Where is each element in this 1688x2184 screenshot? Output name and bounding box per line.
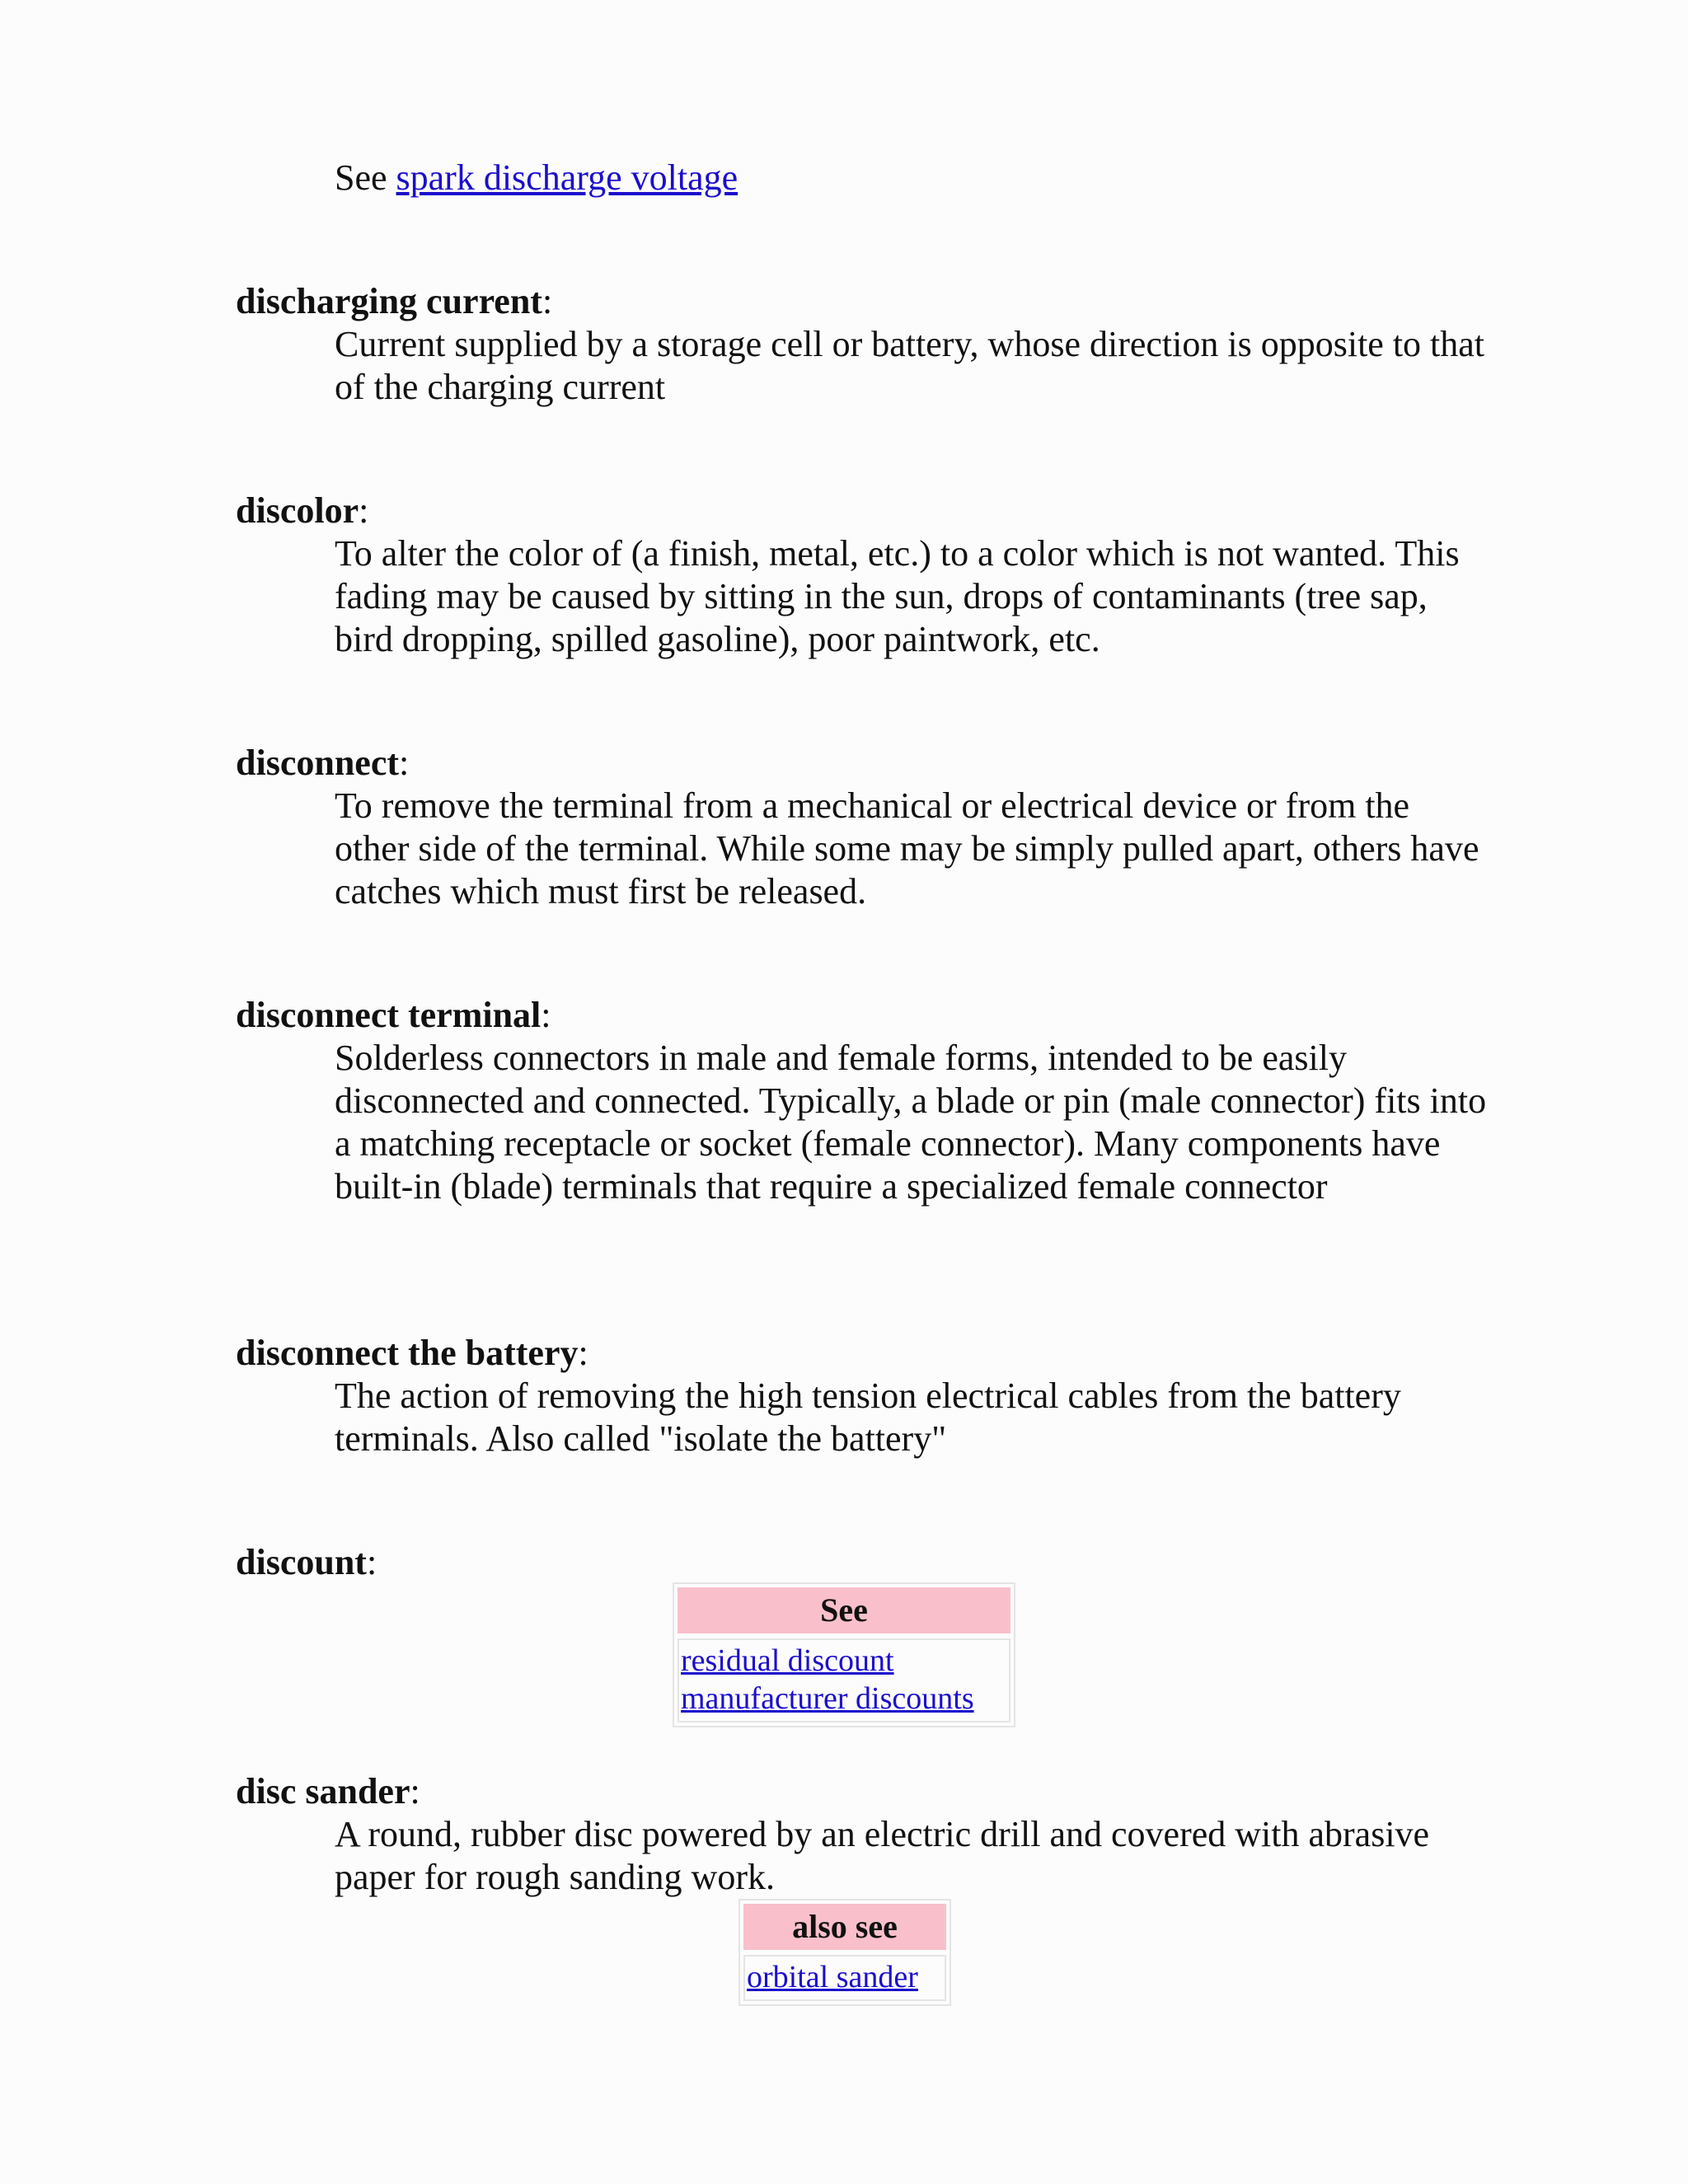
entry-term: disc sander (236, 1771, 410, 1811)
spark-discharge-voltage-link[interactable]: spark discharge voltage (396, 157, 738, 198)
see-box-heading: See (678, 1587, 1010, 1633)
also-see-heading: also see (743, 1904, 946, 1950)
entry-term: discolor (236, 490, 359, 531)
glossary-entry (236, 490, 1489, 661)
glossary-entry (236, 994, 1489, 1208)
see-prefix: See (335, 157, 387, 198)
entry-term: disconnect the battery (236, 1333, 579, 1373)
entry-definition: Current supplied by a storage cell or battery, whose direction is opposite to that of the charging current (335, 324, 1485, 407)
glossary-entry (236, 1332, 1489, 1460)
entry-definition: Solderless connectors in male and female forms, intended to be easily disconnected and connected. Typically, a blade or pin (male connector) fits into a matching receptacle or socket (female connector). Many components have built-in (blade) terminals that require a specialized female connector (335, 1038, 1487, 1207)
glossary-entry (236, 1541, 1489, 1584)
entry-term: disconnect terminal (236, 995, 542, 1035)
entry-term: discount (236, 1542, 367, 1582)
entry-term: discharging current (236, 281, 542, 321)
also-see-links (743, 1955, 946, 2001)
disc-sander-also-see-box (738, 1899, 951, 2006)
term-colon: : (359, 490, 369, 531)
residual-discount-link[interactable]: residual discount (681, 1643, 894, 1678)
entry-term: disconnect (236, 743, 399, 783)
term-colon: : (541, 995, 551, 1035)
see-reference (335, 157, 738, 199)
glossary-entry (236, 742, 1489, 913)
manufacturer-discounts-link[interactable]: manufacturer discounts (681, 1681, 974, 1716)
term-colon: : (366, 1542, 377, 1582)
discount-see-box (673, 1582, 1015, 1727)
glossary-entry (236, 280, 1489, 409)
see-box-links (678, 1638, 1010, 1722)
entry-definition: To alter the color of (a finish, metal, etc.) to a color which is not wanted. This fading may be caused by sitting in the sun, drops of contaminants (tree sap, bird dropping, spilled gasoline), poor paintwork, etc. (335, 533, 1460, 659)
term-colon: : (542, 281, 553, 321)
term-colon: : (410, 1771, 420, 1811)
glossary-entry (236, 1770, 1489, 1899)
orbital-sander-link[interactable]: orbital sander (747, 1960, 918, 1994)
term-colon: : (578, 1333, 588, 1373)
entry-definition: To remove the terminal from a mechanical or electrical device or from the other side of the terminal. While some may be simply pulled apart, others have catches which must first be released. (335, 785, 1479, 912)
term-colon: : (399, 743, 410, 783)
entry-definition: A round, rubber disc powered by an electric drill and covered with abrasive paper for rough sanding work. (335, 1814, 1430, 1897)
entry-definition: The action of removing the high tension electrical cables from the battery terminals. Also called "isolate the battery" (335, 1376, 1401, 1459)
